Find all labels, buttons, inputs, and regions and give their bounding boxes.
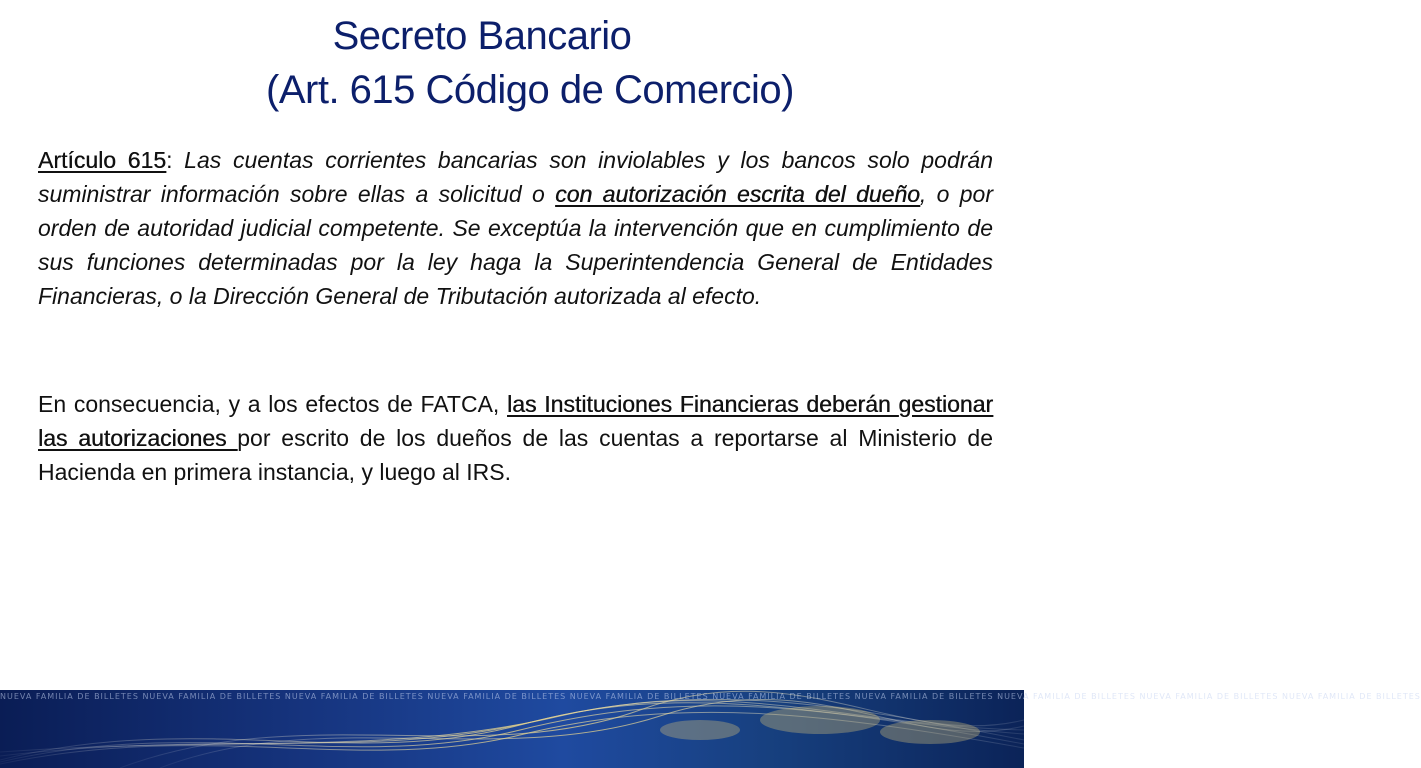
article-text-b: , o por orden de autoridad judicial competente. Se exceptúa la intervención que en cumplimiento de sus funciones determinadas por la ley haga la Superintendencia General de Entidades Financieras, o la Dirección General de Tributación autorizada al efecto. bbox=[38, 181, 993, 309]
consequence-emphasis: las Instituciones Financieras deberán gestionar las autorizaciones bbox=[38, 391, 993, 451]
paragraph-consequence bbox=[38, 387, 993, 489]
paragraph-article-615 bbox=[38, 143, 993, 313]
article-colon: : bbox=[166, 147, 185, 173]
article-emphasis: con autorización escrita del dueño bbox=[555, 181, 920, 207]
banner-microtext: NUEVA FAMILIA DE BILLETES NUEVA FAMILIA DE BILLETES NUEVA FAMILIA DE BILLETES NUEVA FAMILIA DE BILLETES NUEVA FAMILIA DE BILLETES NUEVA FAMILIA DE BILLETES NUEVA FAMILIA DE BILLETES NUEVA FAMILIA DE BILLETES NUEVA FAMILIA DE BILLETES NUEVA FAMILIA DE BILLETES bbox=[0, 692, 1421, 701]
slide-title-line1: Secreto Bancario bbox=[332, 14, 632, 58]
consequence-text-a: En consecuencia, y a los efectos de FATCA, bbox=[38, 391, 508, 417]
slide-title-line2: (Art. 615 Código de Comercio) bbox=[266, 68, 794, 112]
article-text-a: Las cuentas corrientes bancarias son inviolables y los bancos solo podrán suministrar información sobre ellas a solicitud o bbox=[38, 147, 993, 207]
consequence-text-b: por escrito de los dueños de las cuentas a reportarse al Ministerio de Hacienda en primera instancia, y luego al IRS. bbox=[38, 425, 993, 485]
decorative-banknote-banner bbox=[0, 690, 1421, 768]
article-label: Artículo 615 bbox=[38, 147, 167, 173]
banner-wave-pattern bbox=[0, 690, 1421, 768]
